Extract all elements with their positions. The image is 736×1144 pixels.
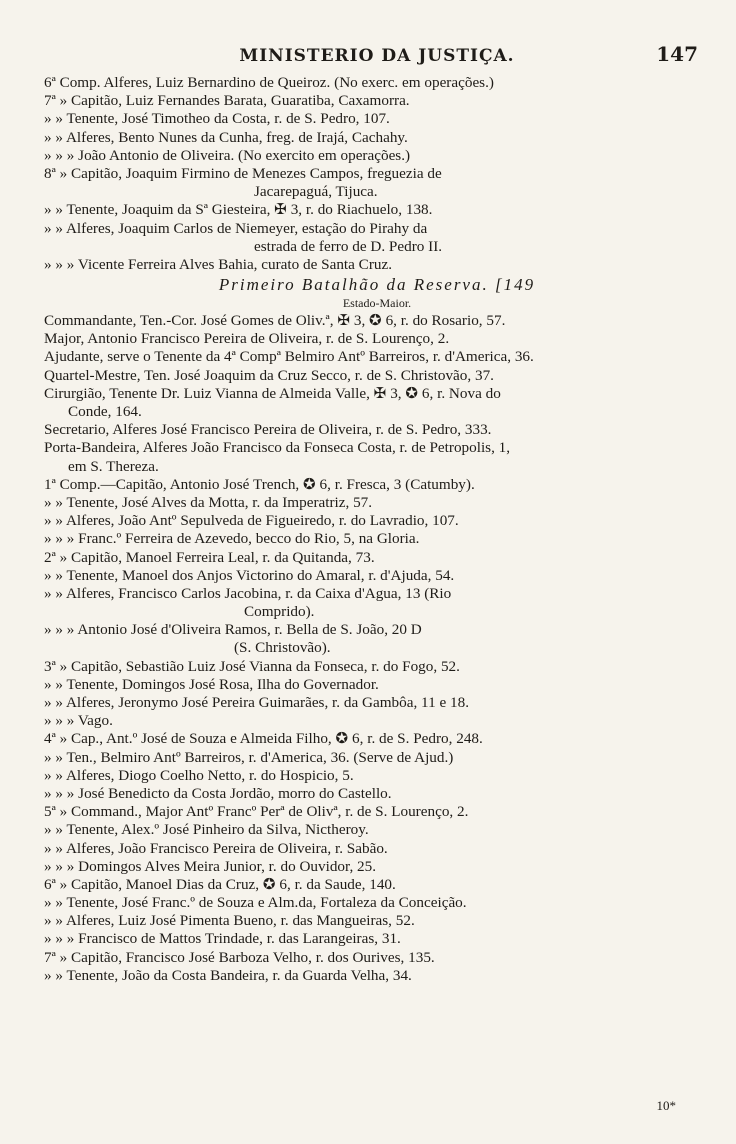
roster-line: Commandante, Ten.-Cor. José Gomes de Oliv.ª, ✠ 3, ✪ 6, r. do Rosario, 57. bbox=[44, 312, 506, 330]
roster-line: 7ª » Capitão, Francisco José Barboza Velho, r. dos Ourives, 135. bbox=[44, 948, 435, 966]
roster-line-continuation: Jacarepaguá, Tijuca. bbox=[254, 183, 378, 201]
roster-line: 4ª » Cap., Ant.º José de Souza e Almeida Filho, ✪ 6, r. de S. Pedro, 248. bbox=[44, 730, 483, 748]
roster-line: Quartel-Mestre, Ten. José Joaquim da Cruz Secco, r. de S. Christovão, 37. bbox=[44, 366, 494, 384]
roster-line-continuation: (S. Christovão). bbox=[234, 639, 331, 657]
roster-line: » » » Antonio José d'Oliveira Ramos, r. Bella de S. João, 20 D bbox=[44, 621, 422, 639]
roster-line: » » Alferes, Luiz José Pimenta Bueno, r. das Mangueiras, 52. bbox=[44, 912, 415, 930]
roster-line: » » Ten., Belmiro Antº Barreiros, r. d'America, 36. (Serve de Ajud.) bbox=[44, 748, 454, 766]
roster-line: 6ª Comp. Alferes, Luiz Bernardino de Queiroz. (No exerc. em operações.) bbox=[44, 74, 494, 91]
roster-line-continuation: Conde, 164. bbox=[68, 403, 142, 420]
roster-bottom bbox=[44, 312, 710, 985]
roster-line-continuation: em S. Thereza. bbox=[68, 457, 159, 475]
roster-line: Cirurgião, Tenente Dr. Luiz Vianna de Almeida Valle, ✠ 3, ✪ 6, r. Nova do bbox=[44, 384, 501, 402]
roster-line: 2ª » Capitão, Manoel Ferreira Leal, r. da Quitanda, 73. bbox=[44, 548, 375, 566]
document-page bbox=[44, 40, 710, 985]
roster-line: » » » Vago. bbox=[44, 712, 113, 730]
roster-line: » » » Francisco de Mattos Trindade, r. das Larangeiras, 31. bbox=[44, 930, 401, 948]
roster-line: » » » João Antonio de Oliveira. (No exercito em operações.) bbox=[44, 146, 411, 164]
sub-heading: Estado-Maior. bbox=[342, 296, 412, 311]
roster-line: Secretario, Alferes José Francisco Pereira de Oliveira, r. de S. Pedro, 333. bbox=[44, 421, 492, 439]
roster-line: » » Tenente, José Alves da Motta, r. da Imperatriz, 57. bbox=[44, 493, 373, 511]
roster-line-continuation: Comprido). bbox=[244, 603, 315, 621]
roster-line: 3ª » Capitão, Sebastião Luiz José Vianna da Fonseca, r. do Fogo, 52. bbox=[44, 657, 460, 675]
roster-line: Porta-Bandeira, Alferes João Francisco da Fonseca Costa, r. de Petropolis, 1, bbox=[44, 439, 511, 457]
roster-line: » » » Domingos Alves Meira Junior, r. do Ouvidor, 25. bbox=[44, 857, 377, 875]
roster-line: » » » Vicente Ferreira Alves Bahia, curato de Santa Cruz. bbox=[44, 255, 393, 273]
signature-mark: 10* bbox=[656, 1098, 676, 1113]
roster-line: » » Tenente, José Franc.º de Souza e Alm.da, Fortaleza da Conceição. bbox=[44, 894, 467, 912]
roster-line: Major, Antonio Francisco Pereira de Oliveira, r. de S. Lourenço, 2. bbox=[44, 330, 450, 348]
roster-line: » » Alferes, Jeronymo José Pereira Guimarães, r. da Gambôa, 11 e 18. bbox=[44, 694, 469, 711]
page-header bbox=[44, 40, 710, 74]
roster-line: » » Tenente, Manoel dos Anjos Victorino do Amaral, r. d'Ajuda, 54. bbox=[44, 566, 455, 584]
section-heading: Primeiro Batalhão da Reserva. [149 bbox=[218, 275, 536, 295]
roster-line: » » » Franc.º Ferreira de Azevedo, becco do Rio, 5, na Gloria. bbox=[44, 530, 420, 548]
roster-line: » » Alferes, João Antº Sepulveda de Figueiredo, r. do Lavradio, 107. bbox=[44, 512, 459, 530]
running-title: MINISTERIO DA JUSTIÇA. bbox=[239, 46, 515, 66]
roster-line: 5ª » Command., Major Antº Francº Perª de Olivª, r. de S. Lourenço, 2. bbox=[44, 803, 469, 821]
roster-line: » » Tenente, José Timotheo da Costa, r. de S. Pedro, 107. bbox=[44, 110, 390, 128]
roster-line: » » Tenente, Alex.º José Pinheiro da Silva, Nictheroy. bbox=[44, 821, 369, 839]
page-number: 147 bbox=[656, 42, 698, 66]
roster-line: » » Tenente, João da Costa Bandeira, r. da Guarda Velha, 34. bbox=[44, 966, 412, 984]
roster-line: 7ª » Capitão, Luiz Fernandes Barata, Guaratiba, Caxamorra. bbox=[44, 92, 410, 110]
roster-line: » » Alferes, Diogo Coelho Netto, r. do Hospicio, 5. bbox=[44, 766, 354, 784]
roster-line: » » Alferes, Francisco Carlos Jacobina, r. da Caixa d'Agua, 13 (Rio bbox=[44, 584, 452, 602]
roster-top bbox=[44, 74, 710, 274]
roster-line: » » Alferes, Joaquim Carlos de Niemeyer, estação do Pirahy da bbox=[44, 219, 428, 237]
roster-line: » » Alferes, Bento Nunes da Cunha, freg. de Irajá, Cachahy. bbox=[44, 128, 408, 146]
roster-line: » » Tenente, Domingos José Rosa, Ilha do Governador. bbox=[44, 675, 379, 693]
roster-line: 6ª » Capitão, Manoel Dias da Cruz, ✪ 6, r. da Saude, 140. bbox=[44, 875, 396, 893]
roster-line: 8ª » Capitão, Joaquim Firmino de Menezes Campos, freguezia de bbox=[44, 164, 442, 182]
roster-line: » » Tenente, Joaquim da Sª Giesteira, ✠ 3, r. do Riachuelo, 138. bbox=[44, 201, 433, 219]
roster-line: » » » José Benedicto da Costa Jordão, morro do Castello. bbox=[44, 784, 392, 802]
roster-line: 1ª Comp.—Capitão, Antonio José Trench, ✪ 6, r. Fresca, 3 (Catumby). bbox=[44, 475, 475, 493]
roster-line: Ajudante, serve o Tenente da 4ª Compª Belmiro Antº Barreiros, r. d'America, 36. bbox=[44, 348, 534, 366]
roster-line-continuation: estrada de ferro de D. Pedro II. bbox=[254, 237, 443, 255]
roster-line: » » Alferes, João Francisco Pereira de Oliveira, r. Sabão. bbox=[44, 839, 388, 857]
